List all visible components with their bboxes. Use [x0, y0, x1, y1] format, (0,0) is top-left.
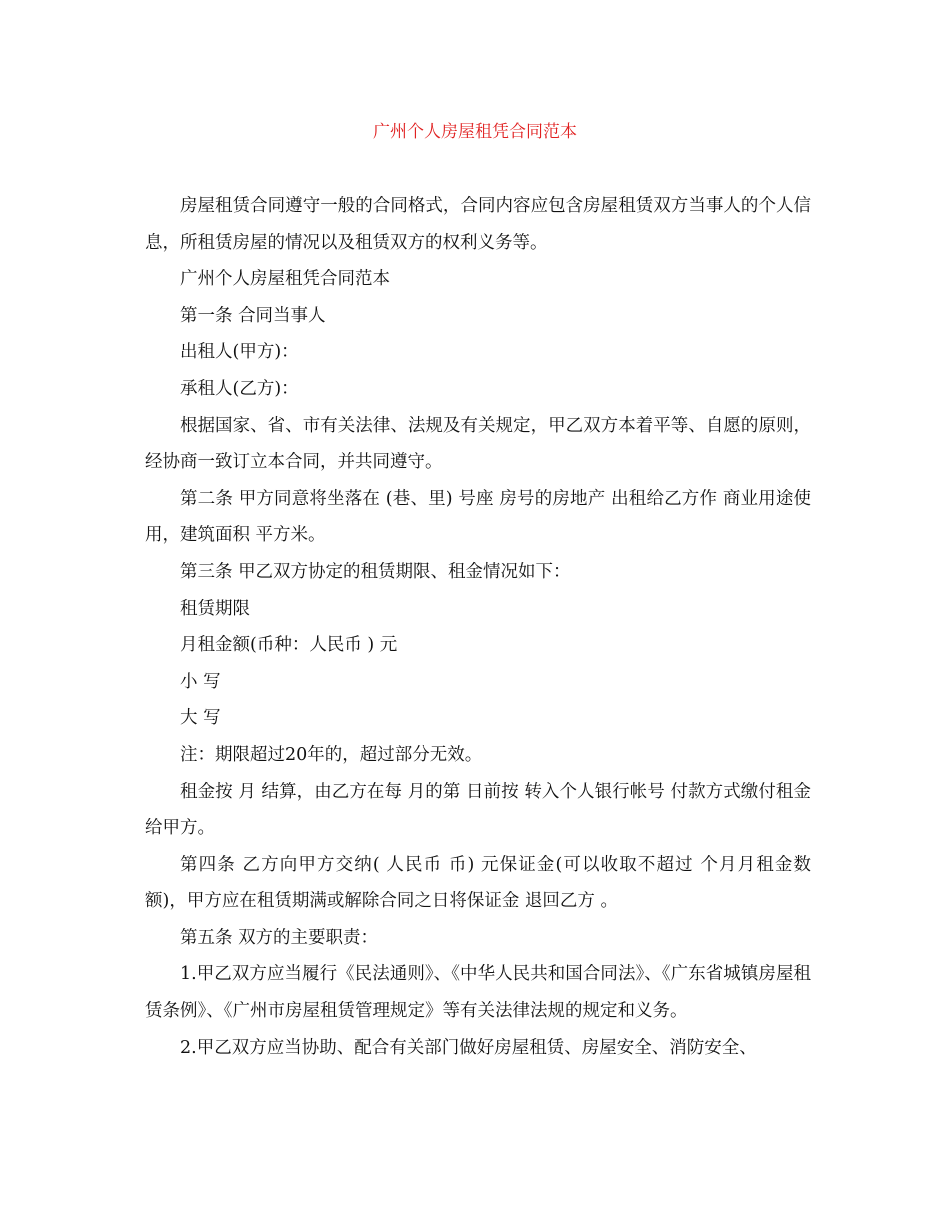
- lessor-field: 出租人(甲方)：: [180, 342, 299, 363]
- clause-5-item-2: 2.甲乙双方应当协助、配合有关部门做好房屋租赁、房屋安全、消防安全、: [180, 1037, 757, 1058]
- clause-1-heading: 第一条 合同当事人: [180, 305, 326, 326]
- paragraph-intro: 房屋租赁合同遵守一般的合同格式，合同内容应包含房屋租赁双方当事人的个人信息，所租赁房屋的情况以及租赁双方的权利义务等。: [145, 196, 811, 253]
- monthly-rent-field: 月租金额(币种：人民币 ) 元: [180, 635, 398, 656]
- paragraph-subtitle: 广州个人房屋租凭合同范本: [180, 269, 390, 290]
- clause-3-heading: 第三条 甲乙双方协定的租赁期限、租金情况如下：: [180, 561, 571, 582]
- note-term-limit: 注：期限超过20年的，超过部分无效。: [180, 744, 483, 765]
- document-title: 广州个人房屋租凭合同范本: [373, 122, 577, 142]
- amount-lowercase-field: 小 写: [180, 671, 221, 692]
- clause-5-heading: 第五条 双方的主要职责：: [180, 927, 379, 948]
- rent-payment-terms: 租金按 月 结算，由乙方在每 月的第 日前按 转入个人银行帐号 付款方式缴付租金给甲方。: [145, 781, 811, 839]
- paragraph-principle: 根据国家、省、市有关法律、法规及有关规定，甲乙双方本着平等、自愿的原则，经协商一致订立本合同，并共同遵守。: [145, 415, 811, 473]
- clause-4-deposit: 第四条 乙方向甲方交纳( 人民币 币) 元保证金(可以收取不超过 个月月租金数额)，甲方应在租赁期满或解除合同之日将保证金 退回乙方 。: [145, 854, 811, 912]
- lessee-field: 承租人(乙方)：: [180, 378, 299, 399]
- lease-term-field: 租赁期限: [180, 598, 250, 619]
- clause-2: 第二条 甲方同意将坐落在 (巷、里) 号座 房号的房地产 出租给乙方作 商业用途使用，建筑面积 平方米。: [145, 488, 811, 546]
- amount-uppercase-field: 大 写: [180, 708, 221, 729]
- document-body: [145, 188, 811, 1066]
- clause-5-item-1: 1.甲乙双方应当履行《民法通则》、《中华人民共和国合同法》、《广东省城镇房屋租赁条例》、《广州市房屋租赁管理规定》等有关法律法规的规定和义务。: [145, 964, 811, 1022]
